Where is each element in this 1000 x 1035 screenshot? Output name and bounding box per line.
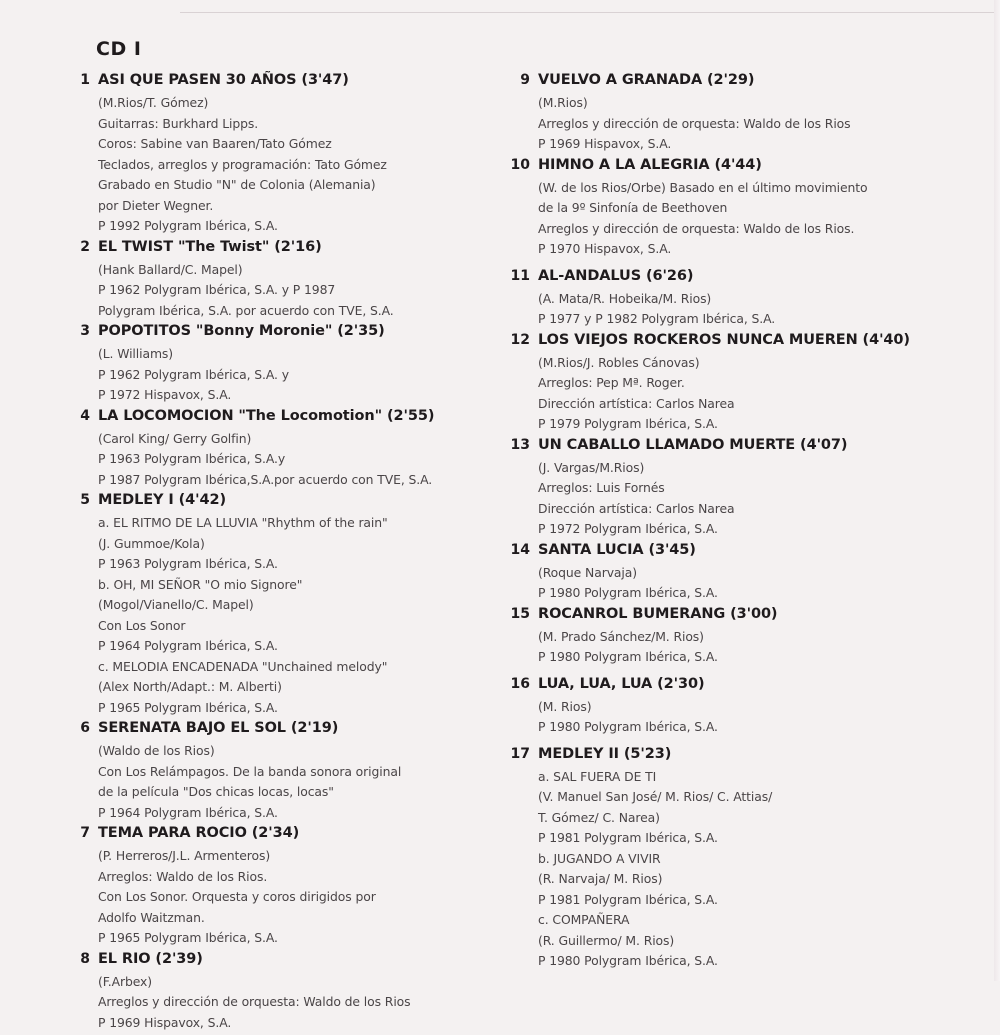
track-credits: [68, 344, 508, 406]
credit-line: Coros: Sabine van Baaren/Tato Gómez: [98, 134, 508, 155]
credit-line: P 1980 Polygram Ibérica, S.A.: [538, 583, 940, 604]
credit-line: P 1965 Polygram Ibérica, S.A.: [98, 928, 508, 949]
track-number: 2: [68, 239, 90, 255]
cd-label: CD I: [96, 38, 141, 60]
credit-line: de la película "Dos chicas locas, locas": [98, 782, 508, 803]
credit-line: (Roque Narvaja): [538, 563, 940, 584]
credit-line: P 1964 Polygram Ibérica, S.A.: [98, 636, 508, 657]
credit-line: P 1963 Polygram Ibérica, S.A.: [98, 554, 508, 575]
track-item: [500, 268, 940, 332]
track-item: [68, 72, 508, 239]
left-column: [68, 72, 508, 1035]
credit-line: P 1963 Polygram Ibérica, S.A.y: [98, 449, 508, 470]
track-header: [68, 951, 508, 972]
page-edge: [994, 0, 1000, 981]
track-title: VUELVO A GRANADA (2'29): [538, 72, 754, 88]
track-number: 7: [68, 825, 90, 841]
track-title: LA LOCOMOCION "The Locomotion" (2'55): [98, 408, 434, 424]
credit-line: Dirección artística: Carlos Narea: [538, 394, 940, 415]
track-item: [500, 542, 940, 606]
track-header: [500, 542, 940, 563]
credit-line: (M.Rios/J. Robles Cánovas): [538, 353, 940, 374]
credit-line: (V. Manuel San José/ M. Rios/ C. Attias/: [538, 787, 940, 808]
track-title: MEDLEY II (5'23): [538, 746, 671, 762]
credit-line: P 1969 Hispavox, S.A.: [98, 1013, 508, 1034]
track-number: 10: [500, 157, 530, 173]
credit-line: P 1972 Hispavox, S.A.: [98, 385, 508, 406]
credit-line: (Alex North/Adapt.: M. Alberti): [98, 677, 508, 698]
credit-line: P 1987 Polygram Ibérica,S.A.por acuerdo con TVE, S.A.: [98, 470, 508, 491]
track-header: [500, 72, 940, 93]
credit-line: c. MELODIA ENCADENADA "Unchained melody": [98, 657, 508, 678]
track-credits: [68, 429, 508, 491]
track-credits: [500, 93, 940, 155]
track-credits: [500, 627, 940, 668]
track-header: [500, 157, 940, 178]
credit-line: de la 9º Sinfonía de Beethoven: [538, 198, 940, 219]
credit-line: b. OH, MI SEÑOR "O mio Signore": [98, 575, 508, 596]
track-header: [68, 720, 508, 741]
credit-line: (A. Mata/R. Hobeika/M. Rios): [538, 289, 940, 310]
track-credits: [500, 289, 940, 330]
credit-line: a. EL RITMO DE LA LLUVIA "Rhythm of the rain": [98, 513, 508, 534]
track-item: [68, 720, 508, 825]
track-title: TEMA PARA ROCIO (2'34): [98, 825, 299, 841]
credit-line: (M. Prado Sánchez/M. Rios): [538, 627, 940, 648]
credit-line: Con Los Sonor. Orquesta y coros dirigidos por: [98, 887, 508, 908]
track-item: [500, 606, 940, 676]
credit-line: Con Los Sonor: [98, 616, 508, 637]
credit-line: Arreglos y dirección de orquesta: Waldo de los Rios: [538, 114, 940, 135]
credit-line: Polygram Ibérica, S.A. por acuerdo con TVE, S.A.: [98, 301, 508, 322]
track-header: [500, 746, 940, 767]
track-number: 17: [500, 746, 530, 762]
track-credits: [68, 513, 508, 718]
track-item: [68, 408, 508, 493]
credit-line: P 1969 Hispavox, S.A.: [538, 134, 940, 155]
track-number: 9: [500, 72, 530, 88]
track-number: 12: [500, 332, 530, 348]
track-title: LUA, LUA, LUA (2'30): [538, 676, 704, 692]
credit-line: por Dieter Wegner.: [98, 196, 508, 217]
track-item: [68, 825, 508, 951]
track-title: SERENATA BAJO EL SOL (2'19): [98, 720, 338, 736]
track-title: EL RIO (2'39): [98, 951, 203, 967]
track-credits: [68, 741, 508, 823]
credit-line: (J. Gummoe/Kola): [98, 534, 508, 555]
track-credits: [500, 458, 940, 540]
track-number: 8: [68, 951, 90, 967]
credit-line: (M.Rios/T. Gómez): [98, 93, 508, 114]
track-number: 11: [500, 268, 530, 284]
credit-line: c. COMPAÑERA: [538, 910, 940, 931]
track-title: LOS VIEJOS ROCKEROS NUNCA MUEREN (4'40): [538, 332, 910, 348]
credit-line: Adolfo Waitzman.: [98, 908, 508, 929]
track-item: [500, 157, 940, 268]
track-title: AL-ANDALUS (6'26): [538, 268, 693, 284]
credit-line: a. SAL FUERA DE TI: [538, 767, 940, 788]
track-title: UN CABALLO LLAMADO MUERTE (4'07): [538, 437, 847, 453]
track-credits: [500, 767, 940, 972]
track-item: [500, 437, 940, 542]
track-header: [68, 825, 508, 846]
credit-line: P 1977 y P 1982 Polygram Ibérica, S.A.: [538, 309, 940, 330]
credit-line: (Carol King/ Gerry Golfin): [98, 429, 508, 450]
track-header: [68, 72, 508, 93]
credit-line: P 1965 Polygram Ibérica, S.A.: [98, 698, 508, 719]
track-number: 5: [68, 492, 90, 508]
track-header: [500, 606, 940, 627]
track-header: [500, 332, 940, 353]
track-header: [500, 437, 940, 458]
track-title: SANTA LUCIA (3'45): [538, 542, 696, 558]
credit-line: (W. de los Rios/Orbe) Basado en el último movimiento: [538, 178, 940, 199]
credit-line: P 1981 Polygram Ibérica, S.A.: [538, 890, 940, 911]
track-header: [68, 492, 508, 513]
track-item: [68, 239, 508, 324]
track-number: 15: [500, 606, 530, 622]
top-rule: [180, 12, 1000, 13]
track-title: EL TWIST "The Twist" (2'16): [98, 239, 322, 255]
track-credits: [68, 846, 508, 949]
track-item: [500, 746, 940, 974]
track-number: 4: [68, 408, 90, 424]
credit-line: (R. Narvaja/ M. Rios): [538, 869, 940, 890]
credit-line: Grabado en Studio "N" de Colonia (Alemania): [98, 175, 508, 196]
track-credits: [500, 563, 940, 604]
credit-line: Arreglos y dirección de orquesta: Waldo de los Rios.: [538, 219, 940, 240]
credit-line: Con Los Relámpagos. De la banda sonora original: [98, 762, 508, 783]
track-header: [68, 239, 508, 260]
track-title: MEDLEY I (4'42): [98, 492, 226, 508]
credit-line: (R. Guillermo/ M. Rios): [538, 931, 940, 952]
track-title: ROCANROL BUMERANG (3'00): [538, 606, 777, 622]
track-item: [68, 492, 508, 720]
credit-line: (Hank Ballard/C. Mapel): [98, 260, 508, 281]
track-title: POPOTITOS "Bonny Moronie" (2'35): [98, 323, 385, 339]
credit-line: Arreglos y dirección de orquesta: Waldo de los Rios: [98, 992, 508, 1013]
credit-line: P 1962 Polygram Ibérica, S.A. y P 1987: [98, 280, 508, 301]
track-number: 1: [68, 72, 90, 88]
credit-line: T. Gómez/ C. Narea): [538, 808, 940, 829]
credit-line: (M. Rios): [538, 697, 940, 718]
track-number: 14: [500, 542, 530, 558]
credit-line: (L. Williams): [98, 344, 508, 365]
credit-line: Arreglos: Luis Fornés: [538, 478, 940, 499]
track-item: [500, 676, 940, 746]
track-number: 16: [500, 676, 530, 692]
credit-line: (M.Rios): [538, 93, 940, 114]
track-item: [500, 332, 940, 437]
credit-line: P 1964 Polygram Ibérica, S.A.: [98, 803, 508, 824]
track-header: [500, 268, 940, 289]
credit-line: P 1980 Polygram Ibérica, S.A.: [538, 647, 940, 668]
credit-line: Guitarras: Burkhard Lipps.: [98, 114, 508, 135]
credit-line: P 1992 Polygram Ibérica, S.A.: [98, 216, 508, 237]
credit-line: P 1980 Polygram Ibérica, S.A.: [538, 717, 940, 738]
track-title: HIMNO A LA ALEGRIA (4'44): [538, 157, 762, 173]
track-item: [68, 951, 508, 1035]
track-item: [68, 323, 508, 408]
credit-line: P 1972 Polygram Ibérica, S.A.: [538, 519, 940, 540]
right-column: [500, 72, 940, 974]
credit-line: (Mogol/Vianello/C. Mapel): [98, 595, 508, 616]
track-credits: [68, 93, 508, 237]
credit-line: (F.Arbex): [98, 972, 508, 993]
track-credits: [500, 353, 940, 435]
track-credits: [68, 260, 508, 322]
track-header: [68, 323, 508, 344]
credit-line: Arreglos: Pep Mª. Roger.: [538, 373, 940, 394]
track-credits: [500, 178, 940, 260]
track-header: [68, 408, 508, 429]
credit-line: P 1962 Polygram Ibérica, S.A. y: [98, 365, 508, 386]
credit-line: Teclados, arreglos y programación: Tato Gómez: [98, 155, 508, 176]
credit-line: Dirección artística: Carlos Narea: [538, 499, 940, 520]
track-header: [500, 676, 940, 697]
track-number: 3: [68, 323, 90, 339]
credit-line: (Waldo de los Rios): [98, 741, 508, 762]
track-number: 13: [500, 437, 530, 453]
track-title: ASI QUE PASEN 30 AÑOS (3'47): [98, 72, 349, 88]
track-item: [500, 72, 940, 157]
credit-line: (J. Vargas/M.Rios): [538, 458, 940, 479]
credit-line: Arreglos: Waldo de los Rios.: [98, 867, 508, 888]
credit-line: P 1979 Polygram Ibérica, S.A.: [538, 414, 940, 435]
credit-line: P 1981 Polygram Ibérica, S.A.: [538, 828, 940, 849]
credit-line: P 1980 Polygram Ibérica, S.A.: [538, 951, 940, 972]
track-number: 6: [68, 720, 90, 736]
track-credits: [500, 697, 940, 738]
credit-line: P 1970 Hispavox, S.A.: [538, 239, 940, 260]
credit-line: (P. Herreros/J.L. Armenteros): [98, 846, 508, 867]
credit-line: b. JUGANDO A VIVIR: [538, 849, 940, 870]
